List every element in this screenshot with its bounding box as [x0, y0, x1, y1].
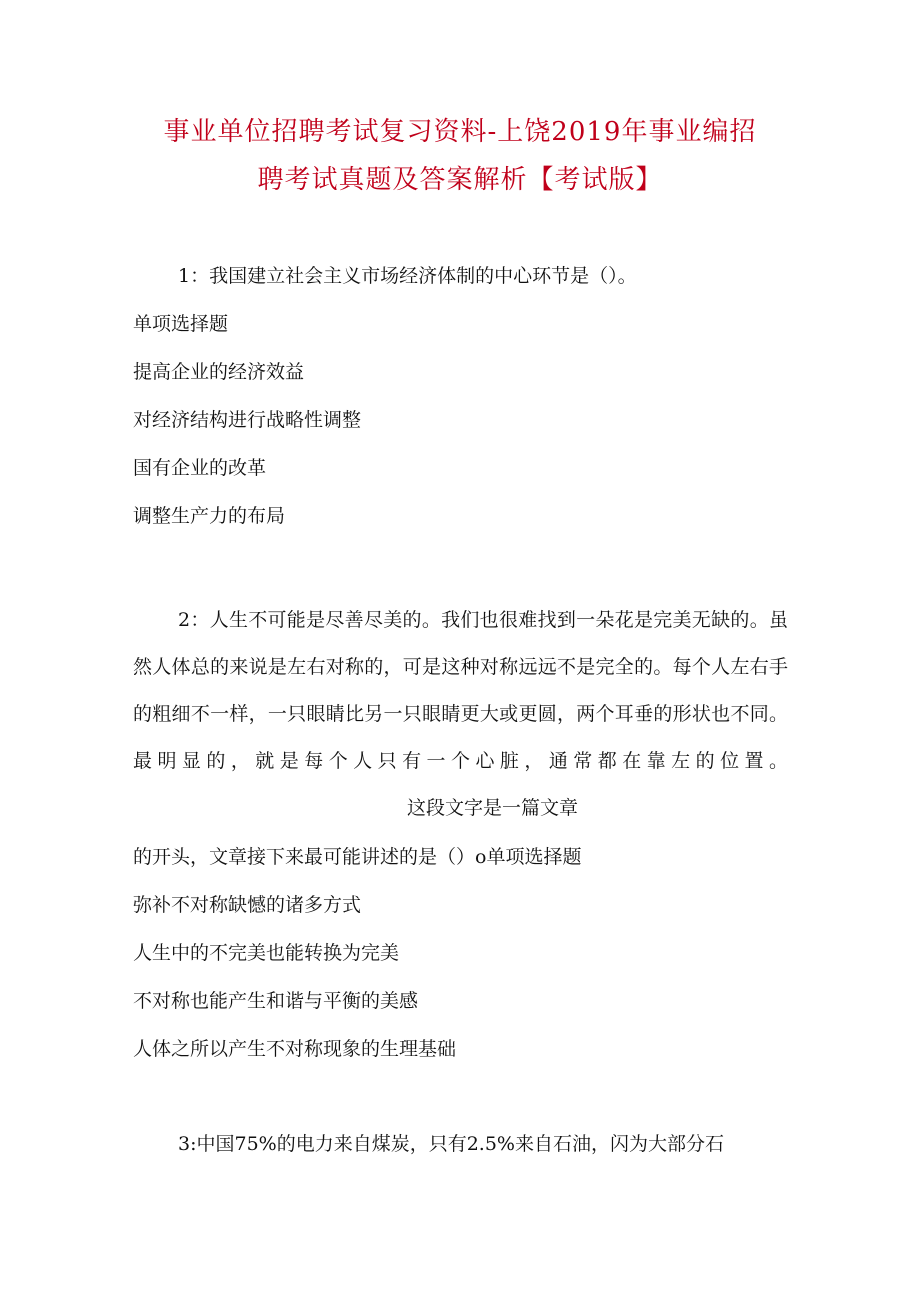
question-2-prompt: 的开头，文章接下来最可能讲述的是（）o单项选择题	[133, 846, 582, 868]
question-1-option-d: 调整生产力的布局	[133, 505, 286, 527]
question-1-option-b: 对经济结构进行战略性调整	[133, 409, 362, 431]
question-1-option-a: 提高企业的经济效益	[133, 361, 305, 383]
question-1-option-c: 国有企业的改革	[133, 457, 267, 479]
question-1-type: 单项选择题	[133, 313, 229, 335]
question-2-stem	[133, 597, 788, 832]
document-title-line-1: 事业单位招聘考试复习资料-上饶2019年事业编招	[163, 117, 757, 147]
question-3-stem: 3:中国75%的电力来自煤炭，只有2.5%来自石油，闪为大部分石	[178, 1133, 724, 1155]
question-2-stem-tail: 这段文字是一篇文章	[407, 797, 579, 819]
question-2-option-a: 弥补不对称缺憾的诸多方式	[133, 894, 362, 916]
document-title-line-2: 聘考试真题及答案解析【考试版】	[257, 165, 663, 195]
question-2-stem-text: 2：人生不可能是尽善尽美的。我们也很难找到一朵花是完美无缺的。虽然人体总的来说是左右对称的，可是这种对称远远不是完全的。每个人左右手的粗细不一样，一只眼睛比另一只眼睛更大或更圆，两个耳垂的形状也不同。最明显的，就是每个人只有一个心脏，通常都在靠左的位置。	[133, 609, 788, 772]
question-2-option-d: 人体之所以产生不对称现象的生理基础	[133, 1038, 457, 1060]
question-2-option-b: 人生中的不完美也能转换为完美	[133, 942, 400, 964]
question-2-option-c: 不对称也能产生和谐与平衡的美感	[133, 990, 419, 1012]
question-1-stem: 1：我国建立社会主义市场经济体制的中心环节是（）。	[178, 265, 637, 287]
